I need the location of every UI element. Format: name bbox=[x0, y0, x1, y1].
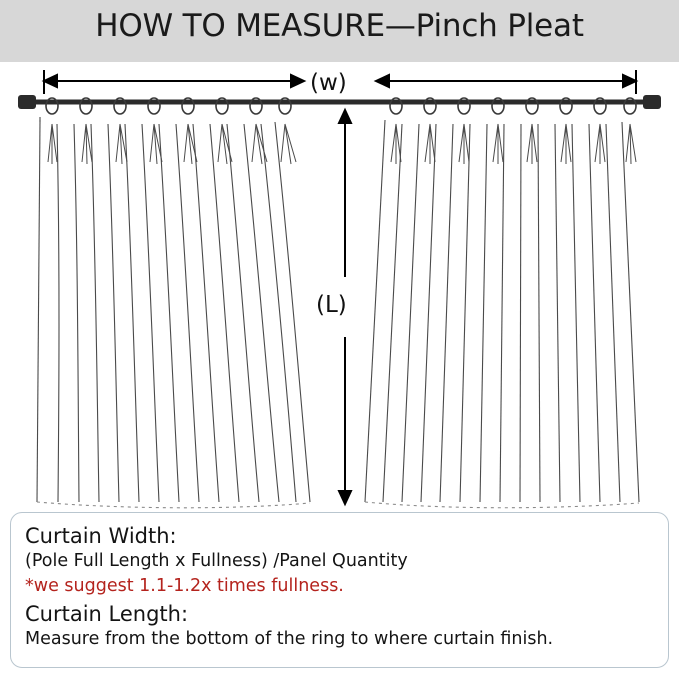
page-title: HOW TO MEASURE—Pinch Pleat bbox=[95, 8, 584, 44]
width-dimension-label: (w) bbox=[310, 70, 347, 96]
fullness-suggestion: *we suggest 1.1-1.2x times fullness. bbox=[25, 576, 344, 596]
curtain-width-heading: Curtain Width: bbox=[25, 524, 177, 548]
measurement-notes-box bbox=[10, 512, 669, 668]
length-dimension-label: (L) bbox=[316, 292, 347, 318]
curtain-width-formula: (Pole Full Length x Fullness) /Panel Quantity bbox=[25, 551, 408, 572]
curtain-length-heading: Curtain Length: bbox=[25, 601, 189, 626]
curtain-diagram bbox=[0, 62, 679, 517]
curtain-length-instruction: Measure from the bottom of the ring to where curtain finish. bbox=[25, 629, 554, 649]
